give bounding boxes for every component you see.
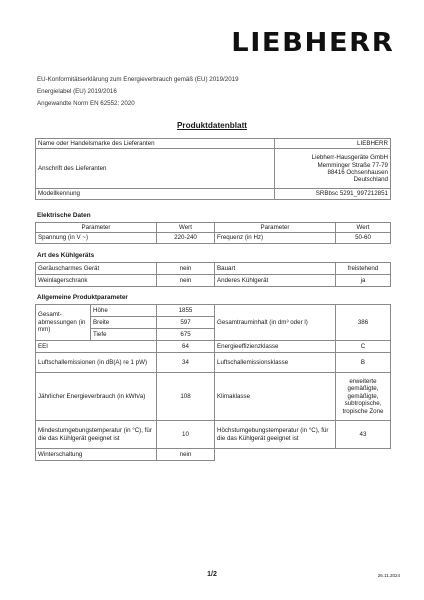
header-line-3: Angewandte Norm EN 62552: 2020 [37,100,135,107]
other-value: ja [336,275,391,287]
annual-consumption-value: 108 [157,373,215,421]
supplier-name-label: Name oder Handelsmarke des Lieferanten [36,139,275,149]
frequency-value: 50-60 [336,233,391,243]
winter-switch-value: nein [157,449,215,461]
empty-cell [215,449,336,461]
volume-label: Gesamtrauminhalt (in dm³ oder l) [215,305,336,341]
eei-label: EEI [36,341,157,353]
section-heading-appliance-type: Art des Kühlgeräts [37,252,95,259]
climate-class-value: erweiterte gemäßigte, gemäßigte, subtropische, tropische Zone [336,373,391,421]
noise-value: 34 [157,353,215,373]
depth-value: 675 [157,329,215,341]
supplier-address-value [275,149,391,189]
energy-class-value: C [336,341,391,353]
supplier-address-label: Anschrift des Lieferanten [36,149,275,189]
design-label: Bauart [215,263,336,275]
eei-value: 64 [157,341,215,353]
empty-cell [336,449,391,461]
model-value: SRBbsc 5291_997212851 [275,189,391,199]
document-date: 26.11.2024 [377,573,400,578]
quiet-value: nein [157,263,215,275]
col-header-value: Wert [336,223,391,233]
min-temp-label: Mindestumgebungstemperatur (in °C), für die das Kühlgerät geeignet ist [36,421,157,449]
page-number: 1/2 [207,571,217,578]
depth-label: Tiefe [91,329,157,341]
supplier-name-value: LIEBHERR [275,139,391,149]
quiet-label: Geräuscharmes Gerät [36,263,157,275]
design-value: freistehend [336,263,391,275]
col-header-parameter: Parameter [215,223,336,233]
page-title: Produktdatenblatt [176,121,248,130]
dimensions-label: Gesamt-abmessungen (in mm) [36,305,91,341]
width-value: 597 [157,317,215,329]
header-line-1: EU-Konformitätserklärung zum Energieverbrauch gemäß (EU) 2019/2019 [37,76,239,83]
frequency-label: Frequenz (in Hz) [215,233,336,243]
address-line: Deutschland [353,176,388,184]
noise-class-label: Luftschallemissionsklasse [215,353,336,373]
height-label: Höhe [91,305,157,317]
winter-switch-label: Winterschaltung [36,449,157,461]
electrical-table [35,222,391,244]
col-header-parameter: Parameter [36,223,157,233]
min-temp-value: 10 [157,421,215,449]
section-heading-electrical: Elektrische Daten [37,212,91,219]
general-params-table [35,304,391,461]
noise-class-value: B [336,353,391,373]
noise-label: Luftschallemissionen (in dB(A) re 1 pW) [36,353,157,373]
width-label: Breite [91,317,157,329]
height-value: 1855 [157,305,215,317]
address-line: 88416 Ochsenhausen [327,168,388,176]
max-temp-value: 43 [336,421,391,449]
model-label: Modellkennung [36,189,275,199]
address-line: Liebherr-Hausgeräte GmbH [311,154,388,162]
address-line: Memminger Straße 77-79 [317,161,388,169]
supplier-table [35,138,391,200]
brand-logo: LIEBHERR [230,28,394,58]
volume-value: 386 [336,305,391,341]
wine-value: nein [157,275,215,287]
appliance-type-table [35,262,391,287]
section-heading-general: Allgemeine Produktparameter [37,294,128,301]
voltage-label: Spannung (in V ~) [36,233,157,243]
wine-label: Weinlagerschrank [36,275,157,287]
climate-class-label: Klimaklasse [215,373,336,421]
col-header-value: Wert [157,223,215,233]
header-line-2: Energielabel (EU) 2019/2016 [37,88,117,95]
energy-class-label: Energieeffizienzklasse [215,341,336,353]
max-temp-label: Höchstumgebungstemperatur (in °C), für die das Kühlgerät geeignet ist [215,421,336,449]
voltage-value: 220-240 [157,233,215,243]
other-label: Anderes Kühlgerät [215,275,336,287]
annual-consumption-label: Jährlicher Energieverbrauch (in kWh/a) [36,373,157,421]
